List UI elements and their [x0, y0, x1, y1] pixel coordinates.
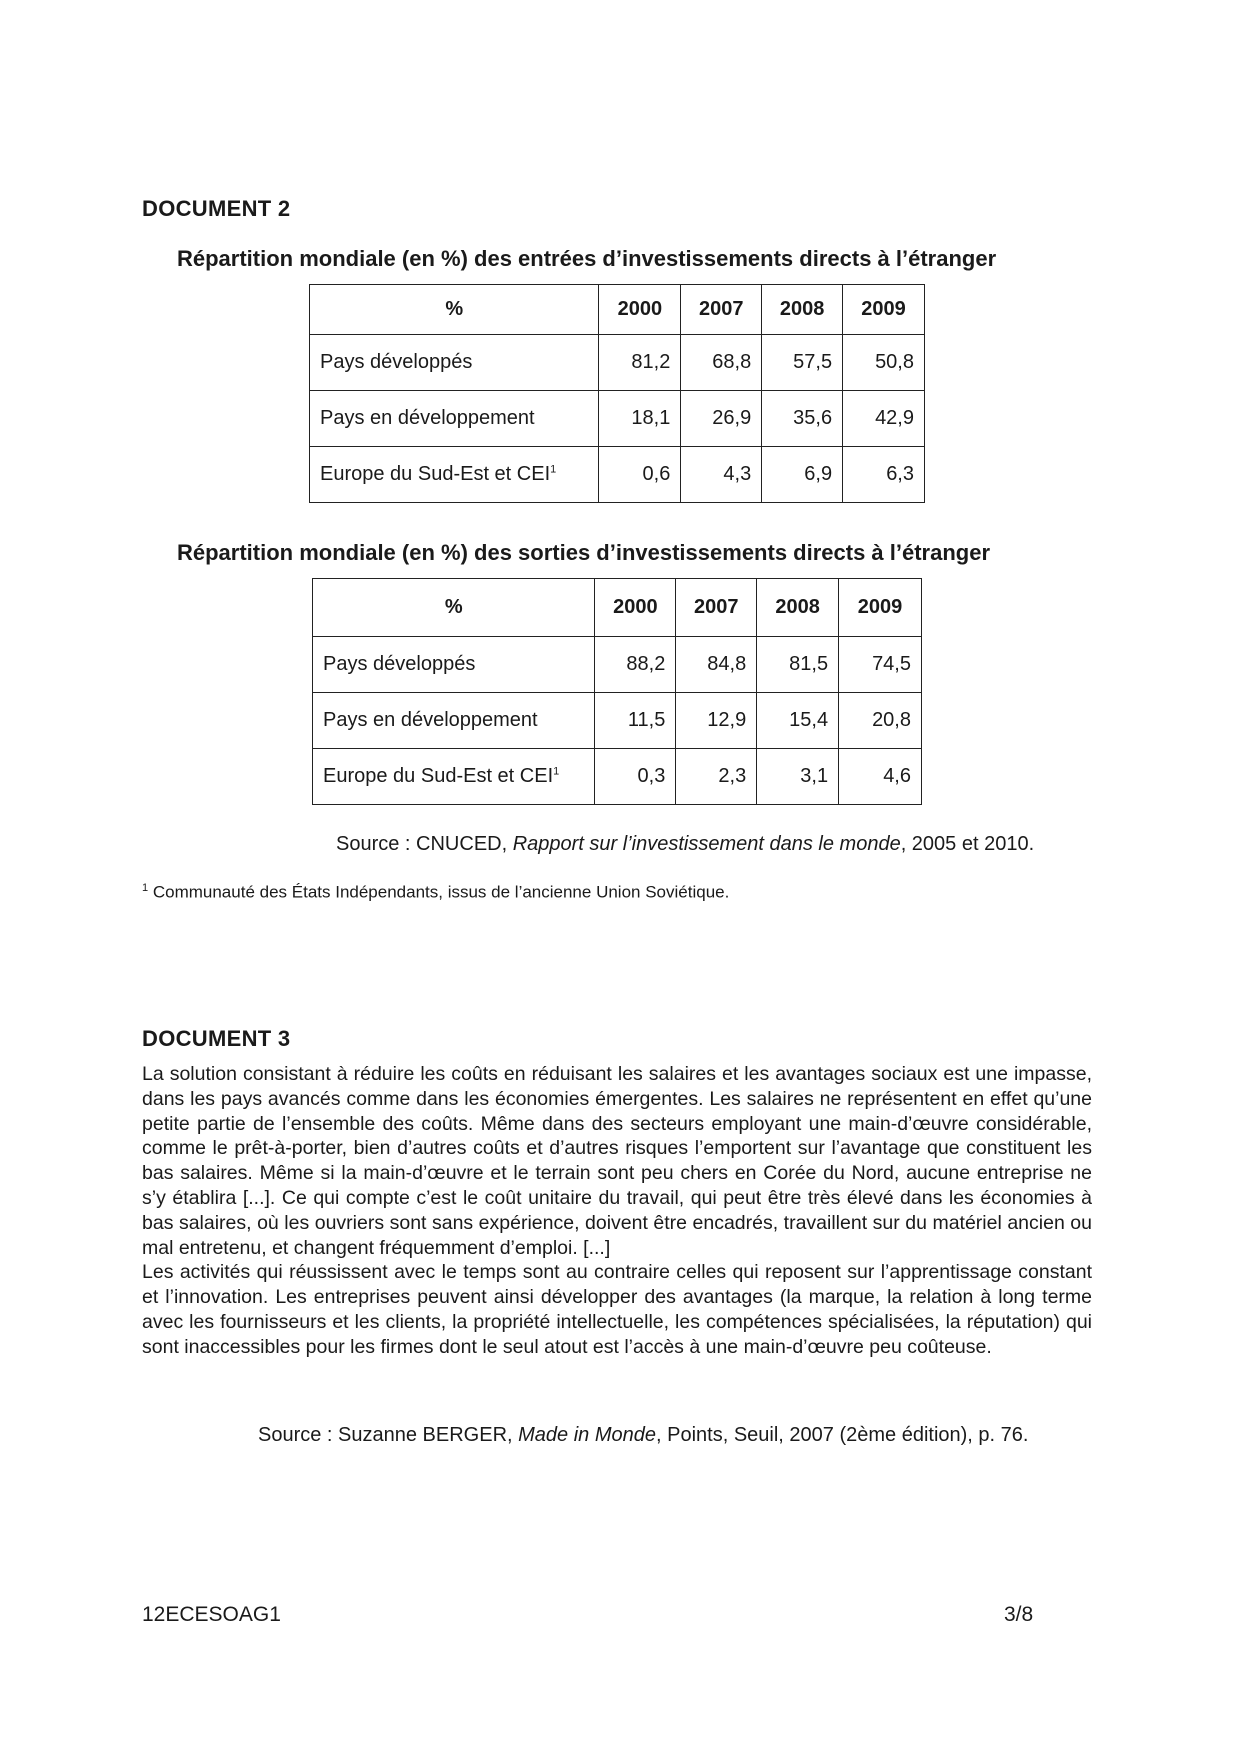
table-row [313, 637, 922, 693]
table-cell: 26,9 [681, 391, 762, 447]
table-cell: 68,8 [681, 335, 762, 391]
table-cell: 6,3 [843, 447, 925, 503]
table-cell: 81,5 [757, 637, 839, 693]
row-label: Europe du Sud-Est et CEI$^1$ [310, 447, 599, 503]
row-label: Pays en développement [310, 391, 599, 447]
exam-code: 12ECESOAG1 [142, 1603, 281, 1626]
table-row [310, 391, 925, 447]
table-cell: 88,2 [595, 637, 676, 693]
table-cell: 74,5 [839, 637, 922, 693]
footnote-marker: 1 [142, 882, 149, 894]
table-cell: 11,5 [595, 693, 676, 749]
table-cell: 57,5 [762, 335, 843, 391]
column-header-year: 2008 [762, 285, 843, 335]
column-header-year: 2000 [599, 285, 681, 335]
column-header-unit: % [313, 579, 595, 637]
inflows-table-title: Répartition mondiale (en %) des entrées d’investissements directs à l’étranger [177, 246, 997, 271]
column-header-year: 2009 [843, 285, 925, 335]
document-3-heading: DOCUMENT 3 [142, 1026, 291, 1051]
table-cell: 35,6 [762, 391, 843, 447]
inflows-table [309, 284, 925, 503]
footnote: $^1$ Communauté des États Indépendants, issus de l’ancienne Union Soviétique. [142, 882, 730, 902]
table-row [313, 693, 922, 749]
footnote-marker: 1 [550, 463, 557, 476]
table-cell: 18,1 [599, 391, 681, 447]
row-label: Pays développés [310, 335, 599, 391]
column-header-year: 2008 [757, 579, 839, 637]
document-3-source: Source : Suzanne BERGER, Made in Monde, Points, Seuil, 2007 (2ème édition), p. 76. [258, 1424, 1029, 1446]
column-header-year: 2000 [595, 579, 676, 637]
table-header-row [310, 285, 925, 335]
footnote-marker: 1 [553, 765, 560, 778]
page-number: 3/8 [1004, 1603, 1034, 1626]
table-cell: 6,9 [762, 447, 843, 503]
table-cell: 20,8 [839, 693, 922, 749]
table-cell: 15,4 [757, 693, 839, 749]
document-2-source: Source : CNUCED, Rapport sur l’investissement dans le monde, 2005 et 2010. [336, 833, 1035, 855]
table-cell: 81,2 [599, 335, 681, 391]
table-header-row [313, 579, 922, 637]
paragraph: Les activités qui réussissent avec le temps sont au contraire celles qui reposent sur l’apprentissage constant et l’innovation. Les entreprises peuvent ainsi développer des avantages (la marque, la relation à long terme avec les fournisseurs et les clients, la propriété intellectuelle, les compétences spécialisées, la réputation) qui sont inaccessibles pour les firmes dont le seul atout est l’accès à une main-d’œuvre peu coûteuse. [142, 1261, 1092, 1358]
paragraph: La solution consistant à réduire les coûts en réduisant les salaires et les avantages sociaux est une impasse, dans les pays avancés comme dans les économies émergentes. Les salaires ne représentent en effet qu’une petite partie de l’ensemble des coûts. Même dans des secteurs employant une main-d’œuvre considérable, comme le prêt-à-porter, bien d’autres coûts et d’autres risques l’emportent sur l’avantage que constituent les bas salaires. Même si la main-d’œuvre et le terrain sont peu chers en Corée du Nord, aucune entreprise ne s’y établira [...]. Ce qui compte c’est le coût unitaire du travail, qui peut être très élevé dans les économies à bas salaires, où les ouvriers sont sans expérience, doivent être encadrés, travaillent sur du matériel ancien ou mal entretenu, et changent fréquemment d’emploi. [...] [142, 1063, 1092, 1259]
column-header-year: 2009 [839, 579, 922, 637]
table-cell: 4,3 [681, 447, 762, 503]
table-cell: 4,6 [839, 749, 922, 805]
column-header-unit: % [310, 285, 599, 335]
table-cell: 12,9 [676, 693, 757, 749]
table-cell: 0,3 [595, 749, 676, 805]
document-3-text [142, 1062, 1092, 1360]
row-label: Europe du Sud-Est et CEI$^1$ [313, 749, 595, 805]
table-cell: 84,8 [676, 637, 757, 693]
outflows-table [312, 578, 922, 805]
column-header-year: 2007 [681, 285, 762, 335]
row-label: Pays développés [313, 637, 595, 693]
row-label: Pays en développement [313, 693, 595, 749]
document-2-heading: DOCUMENT 2 [142, 196, 291, 221]
table-row [310, 335, 925, 391]
table-row [310, 447, 925, 503]
table-cell: 0,6 [599, 447, 681, 503]
table-row [313, 749, 922, 805]
column-header-year: 2007 [676, 579, 757, 637]
table-cell: 2,3 [676, 749, 757, 805]
table-cell: 42,9 [843, 391, 925, 447]
outflows-table-title: Répartition mondiale (en %) des sorties d’investissements directs à l’étranger [177, 540, 991, 565]
table-cell: 3,1 [757, 749, 839, 805]
table-cell: 50,8 [843, 335, 925, 391]
